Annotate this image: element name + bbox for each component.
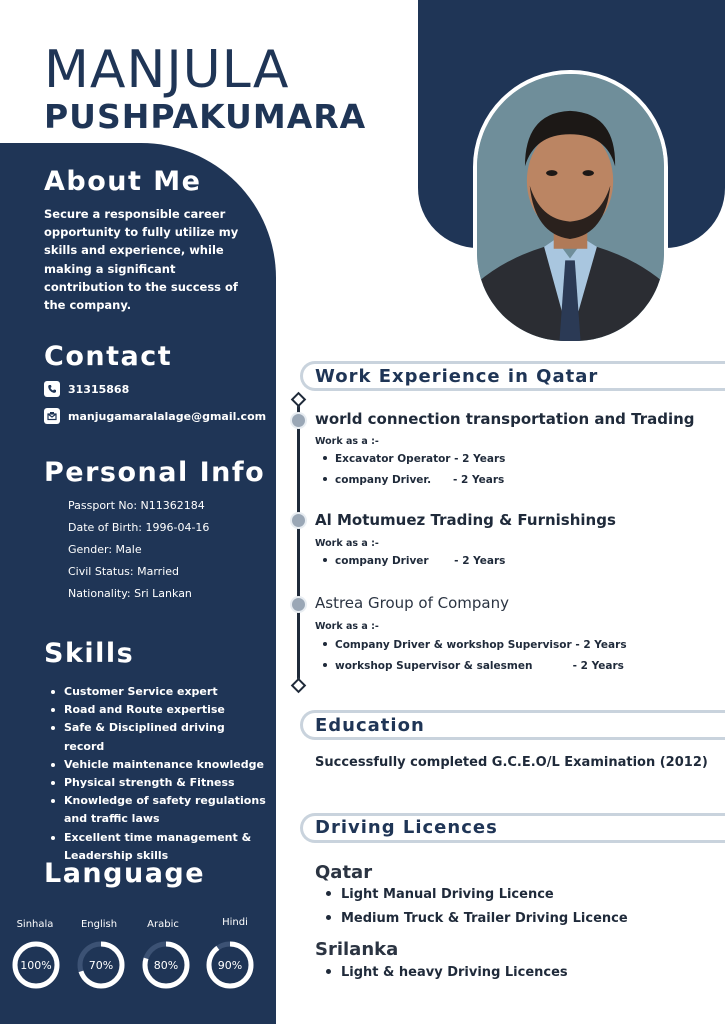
contact-title: Contact [44,341,173,372]
date-of-birth: Date of Birth: 1996-04-16 [68,521,210,534]
licence-country: Srilanka [315,939,399,960]
job-role: Company Driver & workshop Supervisor - 2 Years [323,639,627,651]
job-company: Al Motumuez Trading & Furnishings [315,511,616,529]
email-address[interactable]: manjugamaralalage@gmail.com [68,409,267,423]
licence-item: Light Manual Driving Licence [326,887,554,902]
job-company: world connection transportation and Trading [315,410,695,428]
work-title: Work Experience in Qatar [315,366,599,387]
job-role: Excavator Operator - 2 Years [323,453,505,465]
timeline-dot [290,412,307,429]
passport-no: Passport No: N11362184 [68,499,205,512]
gender: Gender: Male [68,543,142,556]
personal-info-title: Personal Info [44,457,266,488]
language-level: 80% [153,959,179,972]
civil-status: Civil Status: Married [68,565,179,578]
job-role: company Driver - 2 Years [323,555,505,567]
list-item: Excellent time management & Leadership skills [48,829,268,865]
last-name: PUSHPAKUMARA [44,97,367,136]
list-item: Physical strength & Fitness [48,774,268,792]
education-text: Successfully completed G.C.E.O/L Examination (2012) [315,755,708,770]
timeline [297,398,300,686]
first-name: MANJULA [44,40,290,100]
timeline-end-marker [291,678,307,694]
job-role: workshop Supervisor & salesmen - 2 Years [323,660,624,672]
language-level: 70% [88,959,114,972]
job-role: company Driver. - 2 Years [323,474,504,486]
list-item: Knowledge of safety regulations and traffic laws [48,792,268,828]
timeline-dot [290,512,307,529]
phone-icon [44,381,60,397]
profile-photo [473,70,668,345]
work-as-label: Work as a :- [315,621,379,632]
language-level: 90% [217,959,243,972]
language-name: Sinhala [16,919,54,930]
work-as-label: Work as a :- [315,436,379,447]
contact-email [44,408,266,424]
licences-title: Driving Licences [315,817,498,838]
about-text: Secure a responsible career opportunity to fully utilize my skills and experience, while making a significant contribution to the success of the company. [44,207,239,313]
licence-item: Medium Truck & Trailer Driving Licence [326,911,628,926]
language-name: English [80,919,118,930]
licence-item: Light & heavy Driving Licences [326,965,568,980]
work-as-label: Work as a :- [315,538,379,549]
list-item: Vehicle maintenance knowledge [48,756,268,774]
nationality: Nationality: Sri Lankan [68,587,192,600]
language-level: 100% [20,959,52,972]
skills-title: Skills [44,638,135,669]
contact-phone [44,381,129,397]
skills-list [48,683,268,865]
list-item: Customer Service expert [48,683,268,701]
about-title: About Me [44,166,202,197]
licence-country: Qatar [315,862,373,883]
list-item: Safe & Disciplined driving record [48,719,268,755]
language-name: Arabic [147,919,179,930]
envelope-icon [44,408,60,424]
job-company: Astrea Group of Company [315,594,510,612]
language-title: Language [44,858,206,889]
list-item: Road and Route expertise [48,701,268,719]
phone-number[interactable]: 31315868 [68,382,130,396]
education-title: Education [315,715,425,736]
timeline-start-marker [291,392,307,408]
timeline-dot [290,596,307,613]
language-name: Hindi [222,917,248,928]
